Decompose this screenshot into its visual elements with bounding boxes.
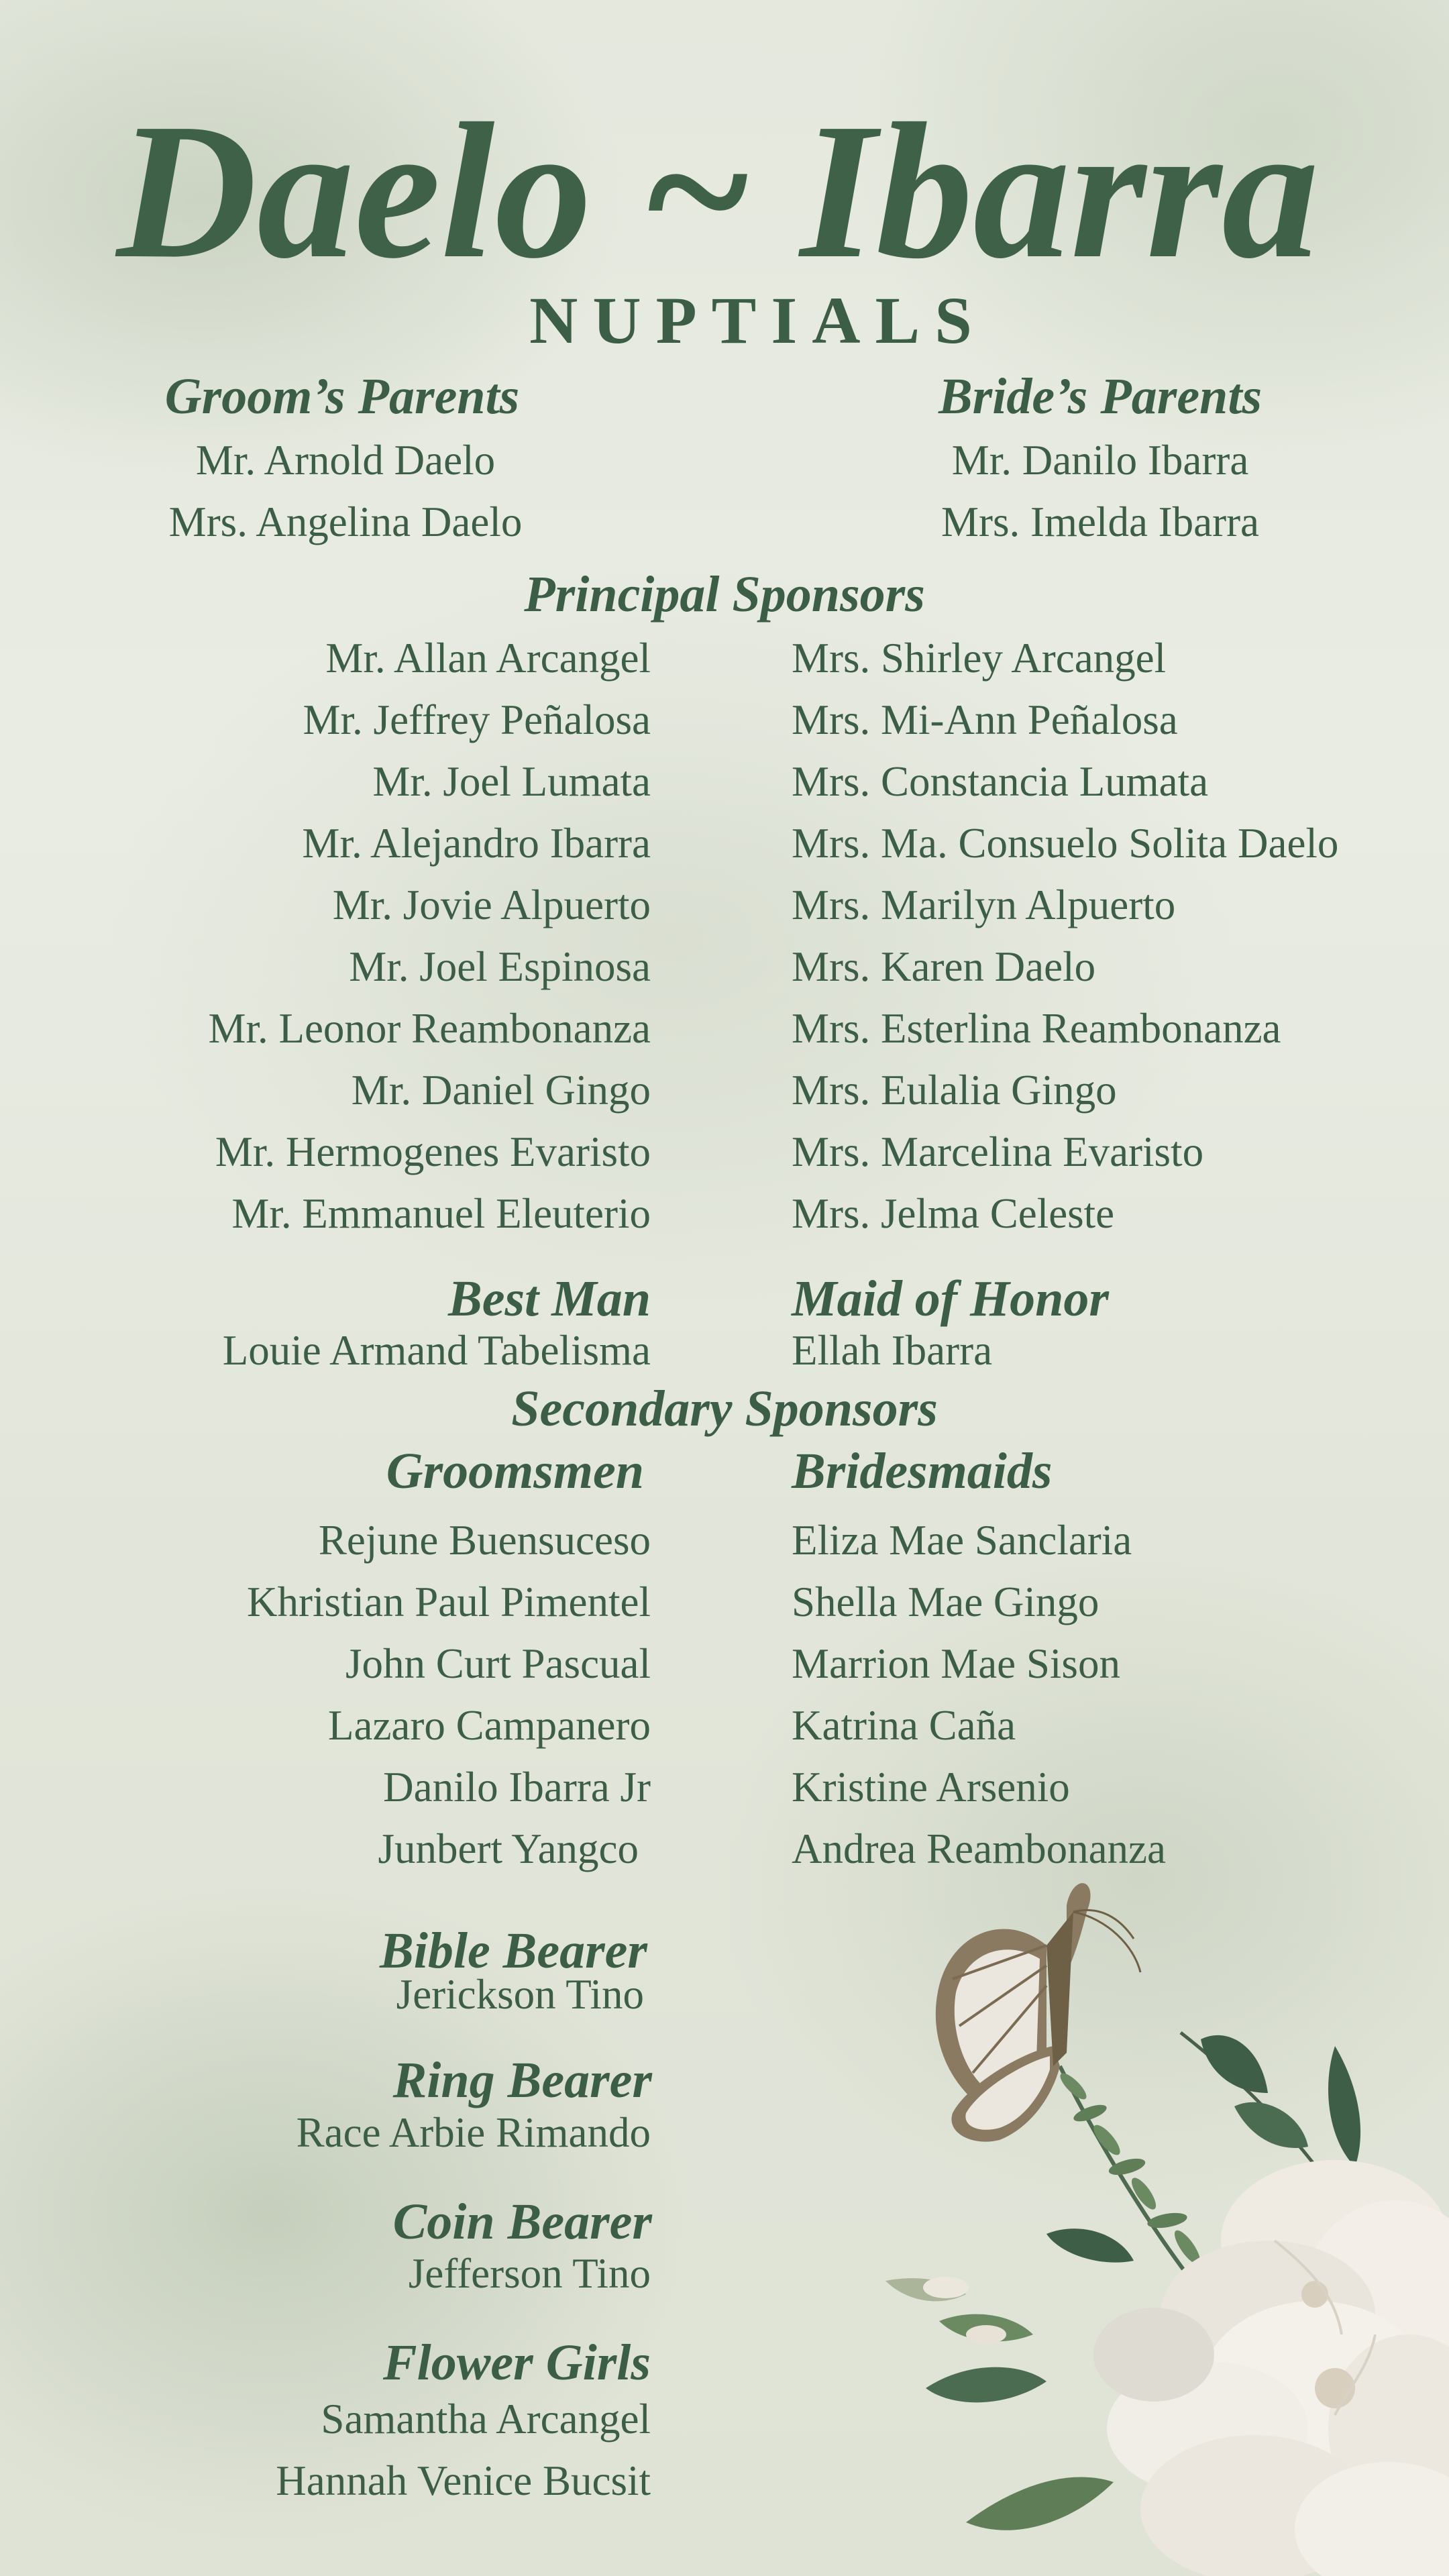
principal-sponsors-heading: Principal Sponsors bbox=[524, 566, 925, 623]
groomsmen-heading: Groomsmen bbox=[386, 1443, 644, 1499]
bridesmaid-name: Katrina Caña bbox=[792, 1702, 1016, 1749]
maid-of-honor-heading: Maid of Honor bbox=[792, 1271, 1109, 1327]
ring-bearer-name: Race Arbie Rimando bbox=[296, 2109, 651, 2156]
groomsman-name: Rejune Buensuceso bbox=[318, 1517, 651, 1564]
bridesmaid-name: Kristine Arsenio bbox=[792, 1764, 1070, 1811]
bridesmaid-name: Marrion Mae Sison bbox=[792, 1640, 1120, 1687]
principal-sponsor-female: Mrs. Constancia Lumata bbox=[792, 758, 1209, 805]
flower-girl-name: Hannah Venice Bucsit bbox=[276, 2457, 651, 2504]
bridesmaids-heading: Bridesmaids bbox=[792, 1443, 1053, 1499]
butterfly-icon bbox=[936, 1883, 1140, 2141]
groomsman-name: Danilo Ibarra Jr bbox=[383, 1764, 651, 1811]
groomsman-name: Khristian Paul Pimentel bbox=[247, 1578, 651, 1625]
page-title: Daelo ~ Ibarra bbox=[116, 83, 1320, 299]
groomsman-name: Junbert Yangco bbox=[378, 1825, 639, 1872]
bridesmaid-name: Andrea Reambonanza bbox=[792, 1825, 1166, 1872]
principal-sponsor-male: Mr. Allan Arcangel bbox=[325, 635, 651, 682]
best-man-name: Louie Armand Tabelisma bbox=[222, 1327, 651, 1374]
bridesmaid-name: Eliza Mae Sanclaria bbox=[792, 1517, 1132, 1564]
secondary-sponsors-heading: Secondary Sponsors bbox=[511, 1381, 938, 1437]
principal-sponsor-male: Mr. Jeffrey Peñalosa bbox=[303, 696, 651, 743]
principal-sponsor-female: Mrs. Mi-Ann Peñalosa bbox=[792, 696, 1178, 743]
principal-sponsor-male: Mr. Daniel Gingo bbox=[351, 1067, 651, 1114]
principal-sponsor-female: Mrs. Karen Daelo bbox=[792, 943, 1096, 990]
grooms-parent-name: Mr. Arnold Daelo bbox=[195, 437, 496, 484]
principal-sponsor-female: Mrs. Esterlina Reambonanza bbox=[792, 1005, 1281, 1052]
brides-parent-name: Mrs. Imelda Ibarra bbox=[941, 498, 1260, 545]
principal-sponsor-male: Mr. Joel Lumata bbox=[372, 758, 651, 805]
maid-of-honor-name: Ellah Ibarra bbox=[792, 1327, 993, 1374]
grooms-parents-heading: Groom’s Parents bbox=[164, 368, 520, 425]
groomsman-name: John Curt Pascual bbox=[345, 1640, 651, 1687]
best-man-heading: Best Man bbox=[448, 1271, 651, 1327]
flower-girls-heading: Flower Girls bbox=[382, 2334, 651, 2391]
principal-sponsor-male: Mr. Emmanuel Eleuterio bbox=[231, 1190, 651, 1237]
principal-sponsor-female: Mrs. Marcelina Evaristo bbox=[792, 1128, 1204, 1175]
bible-bearer-heading: Bible Bearer bbox=[380, 1923, 647, 1979]
principal-sponsor-female: Mrs. Jelma Celeste bbox=[792, 1190, 1115, 1237]
page-subtitle: NUPTIALS bbox=[529, 283, 987, 358]
coin-bearer-name: Jefferson Tino bbox=[408, 2250, 651, 2297]
brides-parent-name: Mr. Danilo Ibarra bbox=[951, 437, 1249, 484]
flower-girl-name: Samantha Arcangel bbox=[321, 2396, 651, 2443]
principal-sponsor-male: Mr. Hermogenes Evaristo bbox=[215, 1128, 651, 1175]
coin-bearer-heading: Coin Bearer bbox=[392, 2194, 652, 2250]
grooms-parent-name: Mrs. Angelina Daelo bbox=[168, 498, 523, 545]
principal-sponsor-male: Mr. Alejandro Ibarra bbox=[302, 820, 651, 867]
principal-sponsor-male: Mr. Leonor Reambonanza bbox=[208, 1005, 651, 1052]
principal-sponsor-male: Mr. Jovie Alpuerto bbox=[332, 881, 651, 928]
principal-sponsor-female: Mrs. Shirley Arcangel bbox=[792, 635, 1167, 682]
principal-sponsor-female: Mrs. Marilyn Alpuerto bbox=[792, 881, 1176, 928]
principal-sponsor-male: Mr. Joel Espinosa bbox=[349, 943, 651, 990]
bible-bearer-name: Jerickson Tino bbox=[396, 1971, 644, 2018]
ring-bearer-heading: Ring Bearer bbox=[392, 2052, 652, 2108]
brides-parents-heading: Bride’s Parents bbox=[938, 368, 1263, 425]
principal-sponsor-female: Mrs. Eulalia Gingo bbox=[792, 1067, 1117, 1114]
groomsman-name: Lazaro Campanero bbox=[328, 1702, 651, 1749]
principal-sponsor-female: Mrs. Ma. Consuelo Solita Daelo bbox=[792, 820, 1339, 867]
bridesmaid-name: Shella Mae Gingo bbox=[792, 1578, 1099, 1625]
